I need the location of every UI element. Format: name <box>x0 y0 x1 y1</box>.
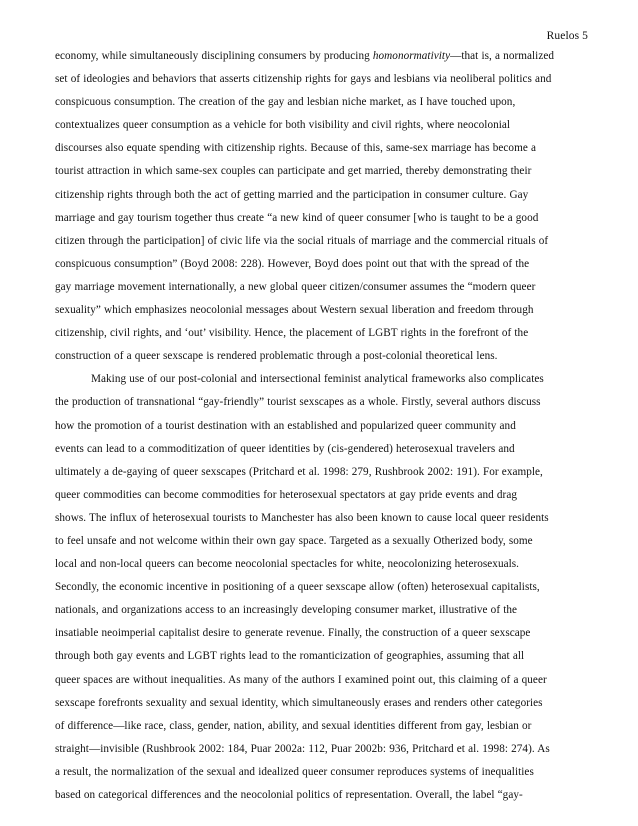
text-line: a result, the normalization of the sexual and idealized queer consumer reproduces systems of inequalities <box>55 765 534 778</box>
text-line: Secondly, the economic incentive in positioning of a queer sexscape allow (often) heterosexual capitalists, <box>55 581 540 594</box>
text-line: queer commodities can become commodities for heterosexual spectators at gay pride events and drag <box>55 488 517 501</box>
text-line: how the promotion of a tourist destination with an established and popularized queer community and <box>55 419 516 432</box>
text-line: conspicuous consumption” (Boyd 2008: 228). However, Boyd does point out that with the spread of the <box>55 257 530 270</box>
text-line: ultimately a de-gaying of queer sexscapes (Pritchard et al. 1998: 279, Rushbrook 2002: 191). For example, <box>55 465 543 478</box>
text-line: straight—invisible (Rushbrook 2002: 184, Puar 2002a: 112, Puar 2002b: 936, Pritchard et al. 1998: 274). As <box>55 742 550 755</box>
text-line: set of ideologies and behaviors that asserts citizenship rights for gays and lesbians via neoliberal politics and <box>55 73 552 86</box>
body-text <box>55 45 586 807</box>
text-line: economy, while simultaneously disciplining consumers by producing homonormativity—that is, a normalized <box>55 50 554 62</box>
text-line: the production of transnational “gay-friendly” tourist sexscapes as a whole. Firstly, several authors discuss <box>55 396 541 409</box>
text-line: based on categorical differences and the neocolonial politics of representation. Overall, the label “gay- <box>55 789 523 801</box>
text-line: insatiable neoimperial capitalist desire to generate revenue. Finally, the construction of a queer sexscape <box>55 627 531 640</box>
text-line: shows. The influx of heterosexual tourists to Manchester has also been known to cause local queer residents <box>55 511 549 524</box>
italic-term: homonormativity <box>372 50 451 62</box>
text-line: sexuality” which emphasizes neocolonial messages about Western sexual liberation and freedom through <box>55 304 534 317</box>
text-line: citizen through the participation] of civic life via the social rituals of marriage and the commercial rituals of <box>55 234 549 247</box>
text-line: nationals, and organizations access to an increasingly developing consumer market, illustrative of the <box>55 604 518 617</box>
text-line: to feel unsafe and not welcome within their own gay space. Targeted as a sexually Otherized body, some <box>55 534 533 547</box>
text-line: local and non-local queers can become neocolonial spectacles for white, neocolonizing heterosexuals. <box>55 558 520 571</box>
text-line: queer spaces are without inequalities. As many of the authors I examined point out, this claiming of a queer <box>55 673 547 686</box>
text-line: of difference—like race, class, gender, nation, ability, and sexual identities different from gay, lesbian or <box>55 719 532 732</box>
text-line: conspicuous consumption. The creation of the gay and lesbian niche market, as I have touched upon, <box>55 96 516 109</box>
text-line: citizenship rights through both the act of getting married and the participation in consumer culture. Gay <box>55 188 529 201</box>
text-line: tourist attraction in which same-sex couples can participate and get married, thereby demonstrating their <box>55 165 532 178</box>
text-line: construction of a queer sexscape is rendered problematic through a post-colonial theoretical lens. <box>55 350 498 363</box>
text-line: gay marriage movement internationally, a new global queer citizen/consumer assumes the “modern queer <box>55 280 536 293</box>
text-line: contextualizes queer consumption as a vehicle for both visibility and civil rights, where neocolonial <box>55 119 511 132</box>
text-line: marriage and gay tourism together thus create “a new kind of queer consumer [who is taught to be a good <box>55 211 539 224</box>
text-line: through both gay events and LGBT rights lead to the romanticization of geographies, assuming that all <box>55 650 525 663</box>
text-line: discourses also equate spending with citizenship rights. Because of this, same-sex marriage has become a <box>55 142 536 155</box>
text-line: sexscape forefronts sexuality and sexual identity, which simultaneously erases and renders other categories <box>55 696 543 709</box>
running-head: Ruelos 5 <box>546 30 588 42</box>
paragraph-start-line: Making use of our post-colonial and intersectional feminist analytical frameworks also complicates <box>91 373 544 386</box>
text-line: citizenship, civil rights, and ‘out’ visibility. Hence, the placement of LGBT rights in the forefront of the <box>55 327 529 340</box>
text-line: events can lead to a commoditization of queer identities by (cis-gendered) heterosexual travelers and <box>55 442 515 455</box>
